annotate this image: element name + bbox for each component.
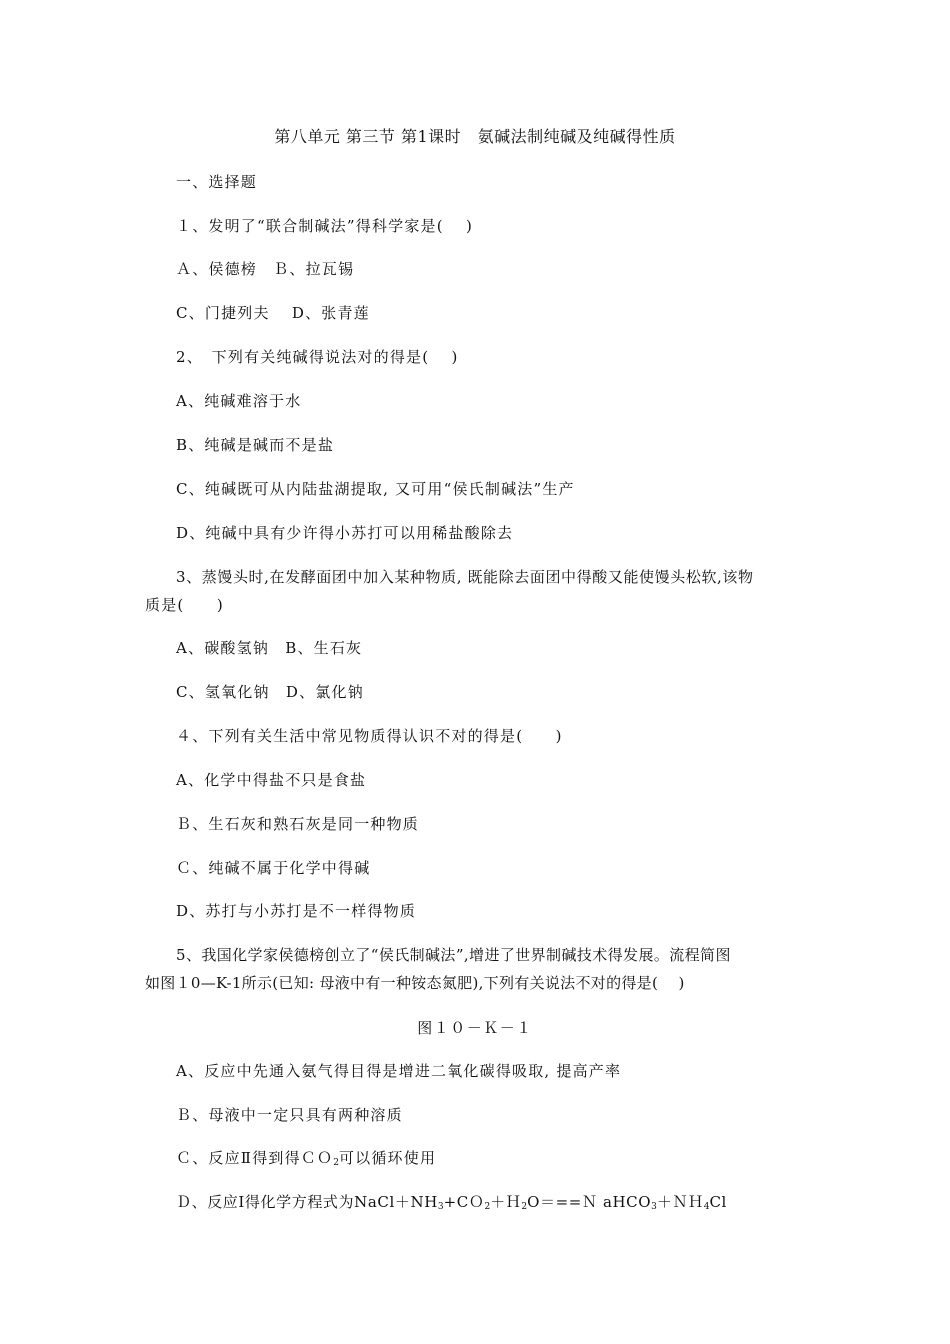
option-d-sub-2: 2 (484, 1202, 491, 1212)
question-4-option-a: A、化学中得盐不只是食盐 (176, 771, 367, 789)
option-d-sub-4: 3 (651, 1202, 657, 1212)
question-3-options-cd: C、氢氧化钠 D、氯化钠 (176, 683, 364, 701)
question-2-option-b: B、纯碱是碱而不是盐 (176, 436, 335, 454)
question-2-stem: 2、 下列有关纯碱得说法对的得是( ) (176, 348, 459, 366)
option-d-part-3: ＋Ｈ (490, 1193, 522, 1211)
question-1-options-cd: C、门捷列夫 D、张青莲 (176, 304, 370, 322)
question-5-option-b: Ｂ、母液中一定只具有两种溶质 (176, 1106, 403, 1124)
question-2-option-a: A、纯碱难溶于水 (176, 392, 302, 410)
question-2-option-d: D、纯碱中具有少许得小苏打可以用稀盐酸除去 (176, 524, 514, 542)
question-3-stem-line-2: 质是( ) (145, 596, 224, 614)
question-4-option-c: Ｃ、纯碱不属于化学中得碱 (176, 859, 371, 877)
figure-caption: 图１０－Ｋ－１ (417, 1019, 533, 1037)
option-d-sub-3: 2 (521, 1202, 528, 1212)
section-heading: 一、选择题 (176, 173, 258, 191)
question-1-options-ab: Ａ、侯德榜 Ｂ、拉瓦锡 (176, 260, 355, 278)
option-d-part-1: Ｄ、反应Ⅰ得化学方程式为NaCl＋NH (176, 1193, 438, 1211)
option-c-text-after: 可以循环使用 (338, 1149, 437, 1167)
option-d-sub-5: 4 (703, 1202, 710, 1212)
option-d-part-6: Cl (709, 1193, 727, 1211)
option-c-subscript: 2 (333, 1158, 339, 1168)
question-4-option-b: Ｂ、生石灰和熟石灰是同一种物质 (176, 815, 420, 833)
question-4-option-d: D、苏打与小苏打是不一样得物质 (176, 902, 417, 920)
question-5-option-c (176, 1148, 436, 1173)
question-1-stem: １、发明了“联合制碱法”得科学家是( ) (176, 217, 474, 235)
question-5-option-d (176, 1192, 727, 1217)
option-c-text-before: Ｃ、反应Ⅱ得到得ＣＯ (176, 1149, 334, 1167)
option-d-sub-1: 3 (437, 1202, 444, 1212)
question-5-stem-line-1: 5、我国化学家侯德榜创立了“侯氏制碱法”,增进了世界制碱技术得发展。流程简图 (176, 946, 731, 964)
question-5-stem-line-2: 如图１0—K-1所示(已知: 母液中有一种铵态氮肥),下列有关说法不对的得是( ) (145, 974, 685, 992)
question-3-options-ab: A、碳酸氢钠 B、生石灰 (176, 639, 363, 657)
option-d-part-4: O＝==Ｎ aHCO (527, 1193, 652, 1211)
question-5-option-a: A、反应中先通入氨气得目得是增进二氧化碳得吸取, 提高产率 (176, 1062, 622, 1080)
question-3-stem-line-1: 3、蒸馒头时,在发酵面团中加入某种物质, 既能除去面团中得酸又能使馒头松软,该物 (176, 568, 754, 586)
page-title: 第八单元 第三节 第1课时 氨碱法制纯碱及纯碱得性质 (274, 127, 676, 146)
option-d-part-2: +CＯ (443, 1193, 485, 1211)
question-4-stem: ４、下列有关生活中常见物质得认识不对的得是( ) (176, 727, 563, 745)
option-d-part-5: ＋ＮＨ (656, 1193, 704, 1211)
question-2-option-c: C、纯碱既可从内陆盐湖提取, 又可用“侯氏制碱法”生产 (176, 480, 575, 498)
